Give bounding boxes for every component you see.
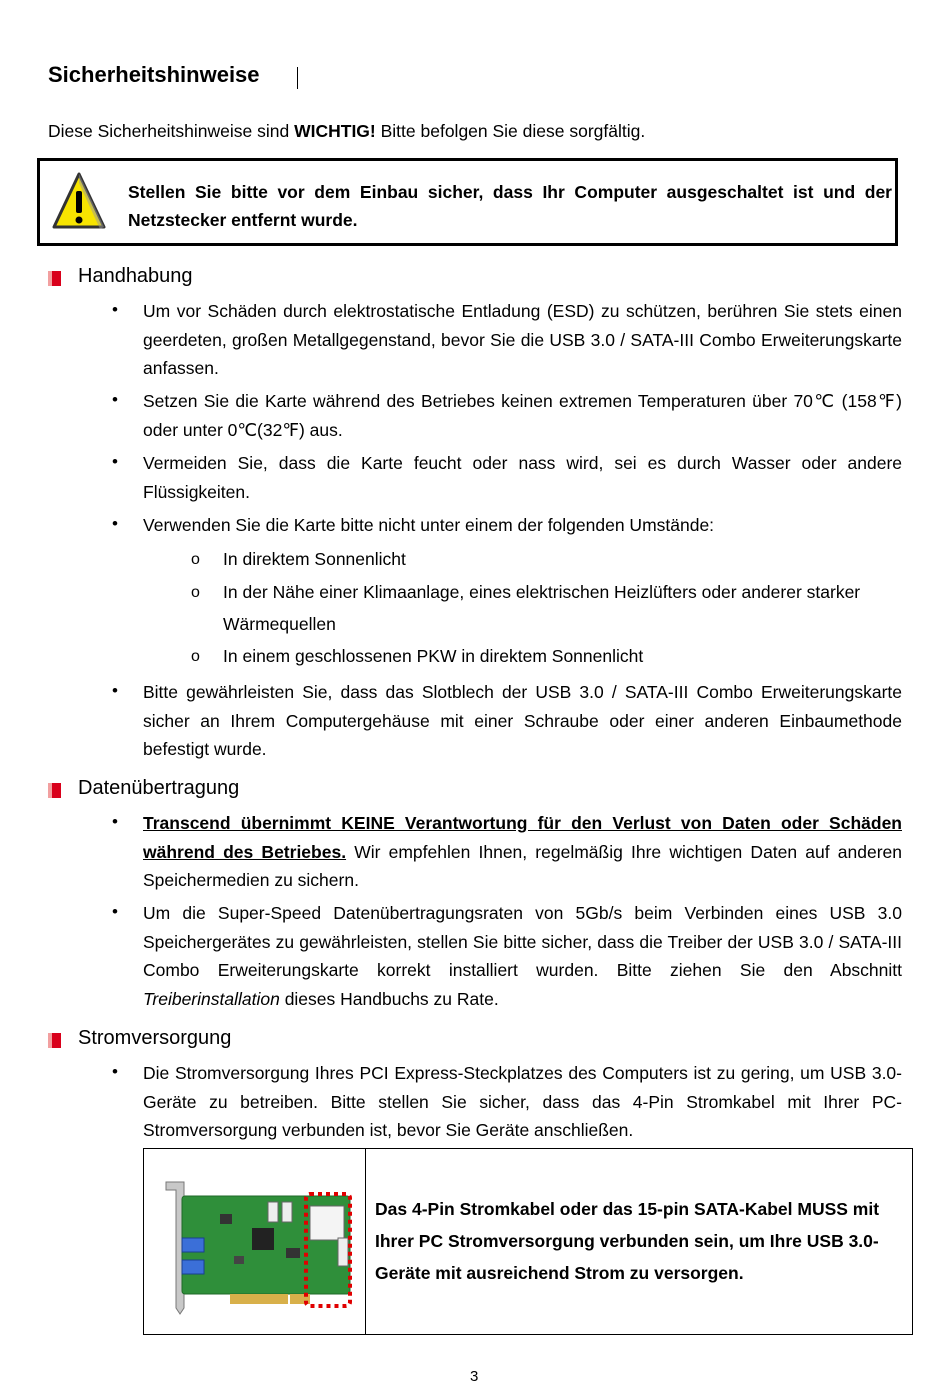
sub-bullet: o <box>191 648 200 665</box>
list-item: Um vor Schäden durch elektrostatische Entladung (ESD) zu schützen, berühren Sie stets einen geerdeten, großen Metallgegenstand, bevor Sie die USB 3.0 / SATA-III Combo Erweiterungskarte anfassen. <box>143 301 902 378</box>
figure-table-divider <box>365 1148 366 1335</box>
section-heading-stromversorgung: Stromversorgung <box>78 1027 232 1049</box>
list-item <box>143 809 902 895</box>
list-item: Bitte gewährleisten Sie, dass das Slotblech der USB 3.0 / SATA-III Combo Erweiterungskarte sicher an Ihrem Computergehäuse mit einer Schraube oder einer anderen Einbaumethode befestigt wurde. <box>143 682 902 759</box>
bullet: • <box>112 902 118 921</box>
bullet: • <box>112 390 118 409</box>
disclaimer-text: Transcend übernimmt KEINE Verantwortung für den Verlust von Daten oder Schäden während des Betriebes. <box>143 813 902 862</box>
disclaimer-rest: Wir empfehlen Ihnen, regelmäßig Ihre wichtigen Daten auf anderen Speichermedien zu sichern. <box>143 841 902 890</box>
sub-bullet: o <box>191 584 200 601</box>
list-item: Verwenden Sie die Karte bitte nicht unter einem der folgenden Umstände: <box>143 515 715 535</box>
list-item <box>143 899 902 1013</box>
pcie-card-image <box>160 1176 360 1316</box>
section-heading-datenuebertragung: Datenübertragung <box>78 777 240 799</box>
bullet: • <box>112 681 118 700</box>
list-item: Die Stromversorgung Ihres PCI Express-Steckplatzes des Computers ist zu gering, um USB 3.0-Geräte zu betreiben. Bitte stellen Sie sicher, dass das 4-Pin Stromkabel mit Ihrer PC-Stromversorgung verbunden ist, bevor Sie Geräte anschließen. <box>143 1063 902 1140</box>
page-number: 3 <box>470 1368 479 1385</box>
speed-text-end: dieses Handbuchs zu Rate. <box>279 988 499 1009</box>
sub-list-item: In der Nähe einer Klimaanlage, eines elektrischen Heizlüfters oder anderer starker Wärmequellen <box>223 582 861 634</box>
bullet: • <box>112 300 118 319</box>
bullet: • <box>112 452 118 471</box>
intro-after: Bitte befolgen Sie diese sorgfältig. <box>375 121 646 141</box>
intro-text <box>48 121 645 142</box>
page-title: Sicherheitshinweise <box>48 62 260 87</box>
section-marker-icon <box>48 783 61 798</box>
section-heading-handhabung: Handhabung <box>78 265 193 287</box>
driver-install-ref: Treiberinstallation <box>143 988 280 1009</box>
figure-caption: Das 4-Pin Stromkabel oder das 15-pin SATA-Kabel MUSS mit Ihrer PC Stromversorgung verbunden sein, um Ihre USB 3.0-Geräte mit ausreichend Strom zu versorgen. <box>375 1199 880 1283</box>
intro-important: WICHTIG! <box>294 121 376 141</box>
bullet: • <box>112 1062 118 1081</box>
sub-list-item: In direktem Sonnenlicht <box>223 549 406 569</box>
warning-triangle-icon <box>52 171 106 233</box>
sub-list-item: In einem geschlossenen PKW in direktem Sonnenlicht <box>223 646 644 666</box>
sub-bullet: o <box>191 551 200 568</box>
list-item: Setzen Sie die Karte während des Betriebes keinen extremen Temperaturen über 70℃ (158℉) oder unter 0℃(32℉) aus. <box>143 391 902 440</box>
section-marker-icon <box>48 271 61 286</box>
intro-before: Diese Sicherheitshinweise sind <box>48 121 295 141</box>
bullet: • <box>112 514 118 533</box>
speed-text: Um die Super-Speed Datenübertragungsraten von 5Gb/s beim Verbinden eines USB 3.0 Speichergerätes zu gewährleisten, stellen Sie bitte sicher, dass die Treiber der USB 3.0 / SATA-III Combo Erweiterungskarte korrekt installiert wurden. Bitte ziehen Sie den Abschnitt <box>143 903 902 980</box>
section-marker-icon <box>48 1033 61 1048</box>
warning-text: Stellen Sie bitte vor dem Einbau sicher, dass Ihr Computer ausgeschaltet ist und der Netzstecker entfernt wurde. <box>128 182 892 230</box>
title-divider <box>297 67 298 89</box>
bullet: • <box>112 812 118 831</box>
list-item: Vermeiden Sie, dass die Karte feucht oder nass wird, sei es durch Wasser oder andere Flüssigkeiten. <box>143 453 902 502</box>
